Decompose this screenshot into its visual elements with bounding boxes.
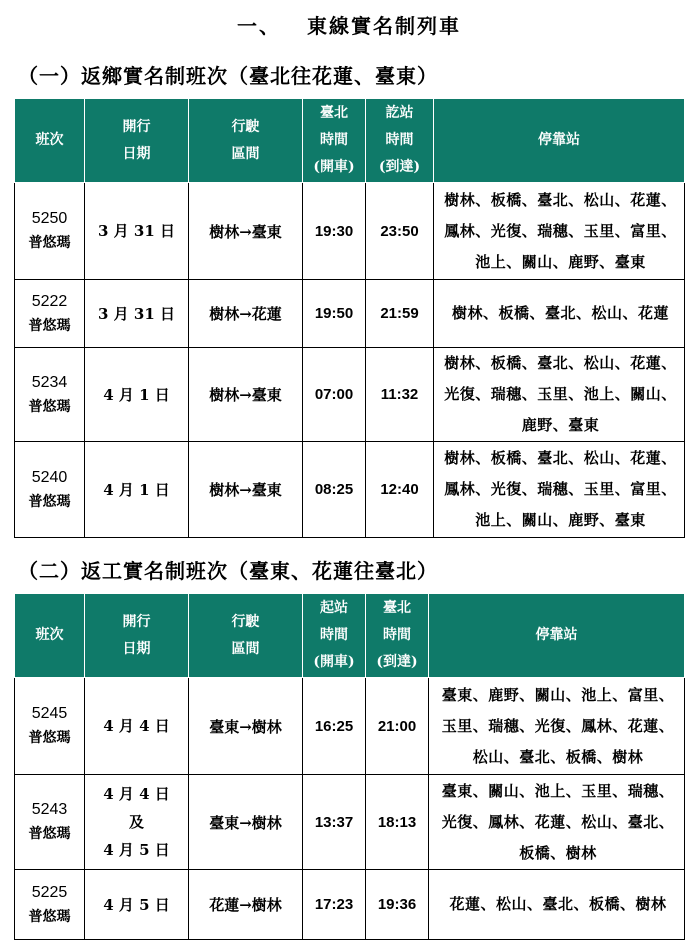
table-row	[15, 775, 685, 870]
header-route: 行駛 區間	[189, 99, 303, 183]
train-number: 5250	[31, 210, 68, 227]
route-cell: 樹林→臺東	[189, 442, 303, 538]
stops-cell: 花蓮、松山、臺北、板橋、樹林	[429, 870, 685, 940]
table-header-row	[15, 594, 685, 678]
page-title-number: 一、	[237, 14, 281, 38]
stops-cell: 臺東、鹿野、關山、池上、富里、 玉里、瑞穗、光復、鳳林、花蓮、 松山、臺北、板橋、樹林	[429, 678, 685, 775]
route-cell: 樹林→花蓮	[189, 280, 303, 348]
page-title	[0, 10, 698, 39]
table-row	[15, 348, 685, 442]
route-cell: 花蓮→樹林	[189, 870, 303, 940]
depart-time: 17:23	[303, 870, 366, 940]
section-title-return-work: （二）返工實名制班次（臺東、花蓮往臺北）	[18, 559, 438, 583]
train-type: 普悠瑪	[28, 317, 71, 334]
header-depart: 起站 時間 (開車)	[303, 594, 366, 678]
train-cell	[15, 775, 85, 870]
train-cell	[15, 678, 85, 775]
page-title-text: 東線實名制列車	[307, 14, 461, 38]
depart-time: 08:25	[303, 442, 366, 538]
date-cell: 4 月 4 日	[85, 678, 189, 775]
date-cell: 4 月 4 日 及 4 月 5 日	[85, 775, 189, 870]
table-row	[15, 280, 685, 348]
header-route: 行駛 區間	[189, 594, 303, 678]
route-cell: 樹林→臺東	[189, 183, 303, 280]
train-cell	[15, 348, 85, 442]
train-number: 5225	[31, 883, 68, 901]
depart-time: 16:25	[303, 678, 366, 775]
arrive-time: 12:40	[366, 442, 434, 538]
arrive-time: 11:32	[366, 348, 434, 442]
train-number: 5243	[31, 801, 68, 818]
table-row	[15, 678, 685, 775]
table-row	[15, 183, 685, 280]
date-cell: 4 月 5 日	[85, 870, 189, 940]
arrive-time: 19:36	[366, 870, 429, 940]
table-row	[15, 442, 685, 538]
train-type: 普悠瑪	[28, 826, 71, 842]
stops-cell: 樹林、板橋、臺北、松山、花蓮、 鳳林、光復、瑞穗、玉里、富里、 池上、關山、鹿野、臺東	[434, 442, 685, 538]
train-type: 普悠瑪	[28, 493, 71, 510]
date-cell: 4 月 1 日	[85, 348, 189, 442]
header-stops: 停靠站	[429, 594, 685, 678]
table-header-row	[15, 99, 685, 183]
train-cell	[15, 183, 85, 280]
section-title-return-home: （一）返鄉實名制班次（臺北往花蓮、臺東）	[18, 64, 438, 88]
date-cell: 3 月 31 日	[85, 183, 189, 280]
depart-time: 19:50	[303, 280, 366, 348]
header-arrive: 訖站 時間 (到達)	[366, 99, 434, 183]
train-cell	[15, 280, 85, 348]
depart-time: 19:30	[303, 183, 366, 280]
date-cell: 4 月 1 日	[85, 442, 189, 538]
arrive-time: 21:00	[366, 678, 429, 775]
header-depart: 臺北 時間 (開車)	[303, 99, 366, 183]
train-type: 普悠瑪	[28, 235, 71, 251]
schedule-table-return-home	[14, 98, 685, 538]
stops-cell: 樹林、板橋、臺北、松山、花蓮、 光復、瑞穗、玉里、池上、關山、 鹿野、臺東	[434, 348, 685, 442]
train-number: 5240	[31, 468, 68, 486]
route-cell: 臺東→樹林	[189, 775, 303, 870]
header-train: 班次	[15, 99, 85, 183]
date-cell: 3 月 31 日	[85, 280, 189, 348]
train-type: 普悠瑪	[28, 908, 71, 925]
stops-cell: 臺東、關山、池上、玉里、瑞穗、 光復、鳳林、花蓮、松山、臺北、 板橋、樹林	[429, 775, 685, 870]
train-type: 普悠瑪	[28, 398, 71, 415]
depart-time: 07:00	[303, 348, 366, 442]
train-number: 5245	[31, 705, 68, 722]
schedule-table-return-work	[14, 593, 685, 940]
route-cell: 臺東→樹林	[189, 678, 303, 775]
table-row	[15, 870, 685, 940]
train-number: 5222	[31, 292, 68, 310]
header-date: 開行 日期	[85, 99, 189, 183]
arrive-time: 23:50	[366, 183, 434, 280]
depart-time: 13:37	[303, 775, 366, 870]
header-stops: 停靠站	[434, 99, 685, 183]
header-arrive: 臺北 時間 (到達)	[366, 594, 429, 678]
stops-cell: 樹林、板橋、臺北、松山、花蓮、 鳳林、光復、瑞穗、玉里、富里、 池上、關山、鹿野、臺東	[434, 183, 685, 280]
train-number: 5234	[31, 373, 68, 391]
arrive-time: 21:59	[366, 280, 434, 348]
arrive-time: 18:13	[366, 775, 429, 870]
header-date: 開行 日期	[85, 594, 189, 678]
train-cell	[15, 870, 85, 940]
train-cell	[15, 442, 85, 538]
stops-cell: 樹林、板橋、臺北、松山、花蓮	[434, 280, 685, 348]
header-train: 班次	[15, 594, 85, 678]
route-cell: 樹林→臺東	[189, 348, 303, 442]
train-type: 普悠瑪	[28, 730, 71, 746]
